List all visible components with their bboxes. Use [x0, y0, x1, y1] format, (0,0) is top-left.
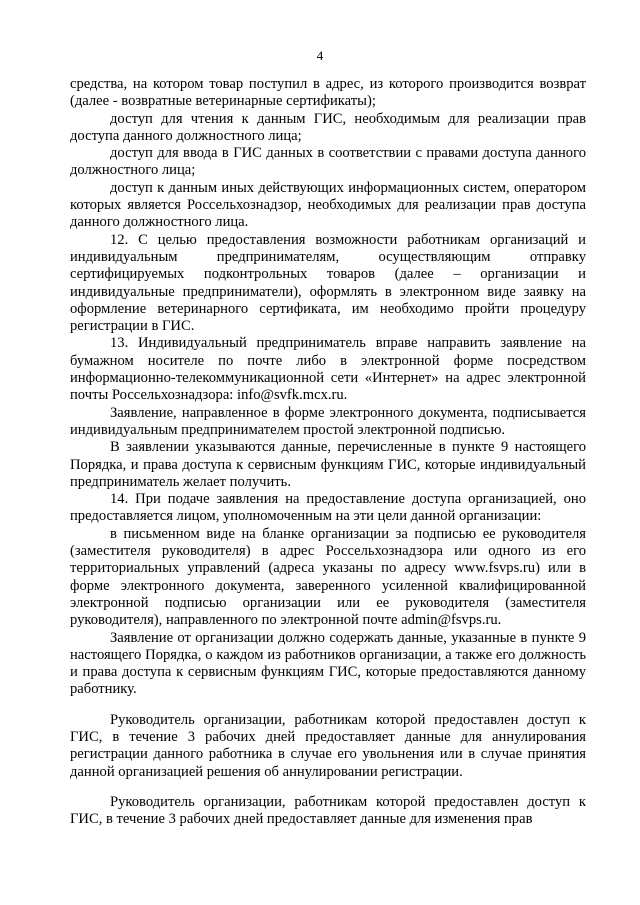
paragraph-rights-change: Руководитель организации, работникам которой предоставлен доступ к ГИС, в течение 3 рабочих дней предоставляет данные для изменения прав: [70, 793, 586, 828]
document-body: [70, 76, 586, 828]
paragraph-read-access: доступ для чтения к данным ГИС, необходимым для реализации прав доступа данного должностного лица;: [70, 110, 586, 144]
page-number: 4: [316, 48, 324, 63]
paragraph-organization-application: Заявление от организации должно содержать данные, указанные в пункте 9 настоящего Порядка, о каждом из работников организации, а также его должность и права доступа к сервисным функциям ГИС, которые предоставляются данному работнику.: [70, 629, 586, 698]
paragraph-application-data: В заявлении указываются данные, перечисленные в пункте 9 настоящего Порядка, и права доступа к сервисным функциям ГИС, которые индивидуальный предприниматель желает получить.: [70, 439, 586, 490]
paragraph-input-access: доступ для ввода в ГИС данных в соответствии с правами доступа данного должностного лица;: [70, 145, 586, 179]
paragraph-annulment: Руководитель организации, работникам которой предоставлен доступ к ГИС, в течение 3 рабочих дней предоставляет данные для аннулирования регистрации данного работника в случае его увольнения или в случае принятия данной организацией решения об аннулировании регистрации.: [70, 711, 586, 780]
paragraph-item-14: 14. При подаче заявления на предоставление доступа организацией, оно предоставляется лицом, уполномоченным на эти цели данной организации:: [70, 491, 586, 525]
paragraph-item-12: 12. С целью предоставления возможности работникам организаций и индивидуальным предпринимателям, осуществляющим отправку сертифицируемых подконтрольных товаров (далее – организации и индивидуальные предприниматели), оформлять в электронном виде заявку на оформление ветеринарного сертификата, им необходимо пройти процедуру регистрации в ГИС.: [70, 231, 586, 335]
paragraph-returned-certificates: средства, на котором товар поступил в адрес, из которого производится возврат (далее - возвратные ветеринарные сертификаты);: [70, 76, 586, 110]
paragraph-written-form: в письменном виде на бланке организации за подписью ее руководителя (заместителя руководителя) в адрес Россельхознадзора или одного из его территориальных управлений (адреса указаны по адресу www.fsvps.ru) или в форме электронного документа, заверенного усиленной квалифицированной электронной подписью организации или ее руководителя (заместителя руководителя), направленного по электронной почте admin@fsvps.ru.: [70, 525, 586, 629]
paragraph-item-13: 13. Индивидуальный предприниматель вправе направить заявление на бумажном носителе по почте либо в электронной форме посредством информационно-телекоммуникационной сети «Интернет» на адрес электронной почты Россельхознадзора: info@svfk.mcx.ru.: [70, 335, 586, 404]
paragraph-electronic-application: Заявление, направленное в форме электронного документа, подписывается индивидуальным предпринимателем простой электронной подписью.: [70, 404, 586, 438]
paragraph-other-systems-access: доступ к данным иных действующих информационных систем, оператором которых является Россельхознадзор, необходимых для реализации прав доступа данного должностного лица.: [70, 179, 586, 231]
